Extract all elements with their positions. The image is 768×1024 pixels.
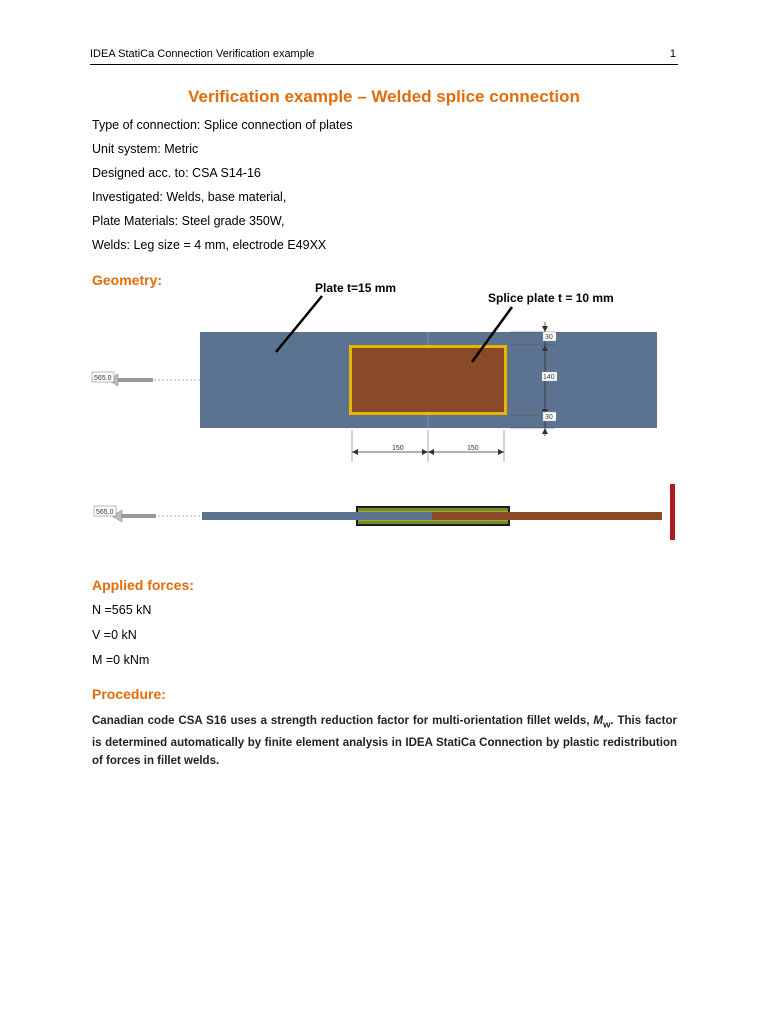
horizontal-dimensions [352, 430, 504, 462]
force-moment: M =0 kNm [92, 653, 150, 667]
procedure-subscript: w [602, 719, 611, 731]
page-number: 1 [669, 48, 676, 60]
dim-splice-left: 150 [392, 445, 404, 452]
splice-plate [352, 348, 504, 412]
geometry-heading: Geometry: [92, 272, 163, 288]
document-title: Verification example – Welded splice connection [188, 87, 580, 106]
meta-welds: Welds: Leg size = 4 mm, electrode E49XX [92, 238, 327, 252]
force-arrow-top [92, 372, 200, 386]
header-title: IDEA StatiCa Connection Verification example [90, 48, 315, 60]
dim-top-edge: 30 [545, 334, 553, 341]
force-shear: V =0 kN [92, 628, 137, 642]
force-value-top: 565.0 [94, 375, 112, 382]
meta-connection-type: Type of connection: Splice connection of plates [92, 118, 353, 132]
procedure-text-start: Canadian code CSA S16 uses a strength reduction factor for multi-orientation fillet welds, [92, 715, 594, 727]
meta-plate-materials: Plate Materials: Steel grade 350W, [92, 214, 285, 228]
procedure-heading: Procedure: [92, 686, 166, 702]
dim-splice-width: 140 [543, 374, 555, 381]
applied-forces-heading: Applied forces: [92, 577, 194, 593]
meta-investigated: Investigated: Welds, base material, [92, 190, 287, 204]
fixed-support [670, 484, 675, 540]
procedure-paragraph [92, 712, 677, 770]
dim-bottom-edge: 30 [545, 414, 553, 421]
dim-splice-right: 150 [467, 445, 479, 452]
meta-unit-system: Unit system: Metric [92, 142, 199, 156]
procedure-symbol: M [593, 715, 603, 727]
side-view [94, 484, 675, 540]
splice-thickness-label: Splice plate t = 10 mm [488, 291, 614, 305]
force-value-side: 565.0 [96, 509, 114, 516]
force-normal: N =565 kN [92, 603, 152, 617]
procedure-text-end: . This factor is determined automatically by finite element analysis in IDEA StatiCa Connection by plastic redistribution of forces in fillet welds. [92, 715, 677, 768]
plate-thickness-label: Plate t=15 mm [315, 281, 397, 295]
meta-design-code: Designed acc. to: CSA S14-16 [92, 166, 261, 180]
